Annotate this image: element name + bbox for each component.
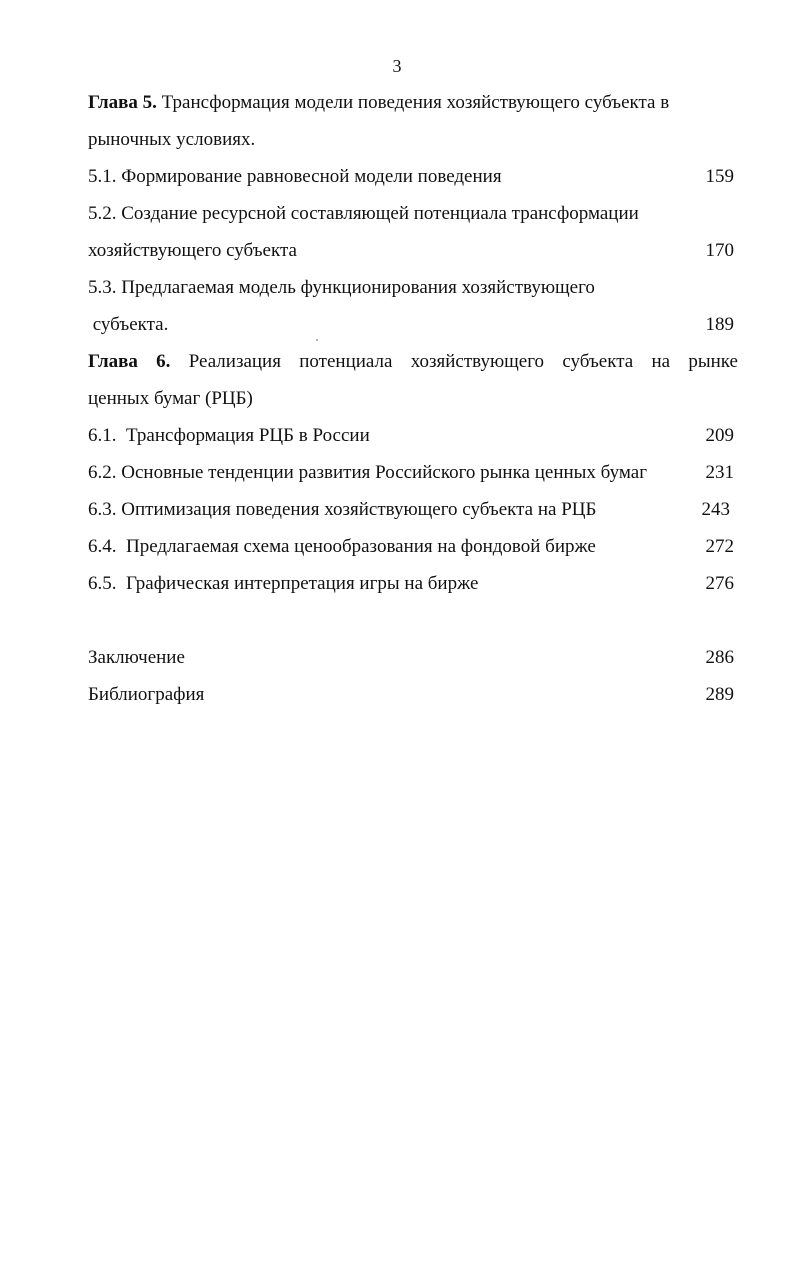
- toc-entry-text: 6.2. Основные тенденции развития Российского рынка ценных бумаг: [88, 462, 647, 483]
- table-of-contents: [88, 84, 738, 713]
- toc-entry-bibliography: [88, 676, 738, 713]
- toc-entry-text: Заключение: [88, 647, 185, 668]
- toc-entry-text: 6.3. Оптимизация поведения хозяйствующего субъекта на РЦБ: [88, 499, 597, 520]
- toc-entry-page: 189: [705, 314, 734, 335]
- toc-entry-5-3-line1: 5.3. Предлагаемая модель функционирования хозяйствующего: [88, 277, 595, 298]
- toc-entry-6-1: [88, 417, 738, 454]
- toc-entry-page: 170: [705, 240, 734, 261]
- chapter-6-heading: [88, 343, 738, 380]
- toc-entry-5-2-line1: 5.2. Создание ресурсной составляющей потенциала трансформации: [88, 203, 639, 224]
- toc-entry-5-3: [88, 306, 738, 343]
- toc-entry-page: 289: [705, 684, 734, 705]
- chapter-6-title: Реализация потенциала хозяйствующего субъекта на рынке: [170, 351, 738, 372]
- spacer: [88, 602, 738, 639]
- chapter-5-label: Глава 5.: [88, 92, 157, 113]
- toc-entry-6-3: [88, 491, 738, 528]
- toc-entry-text: 5.1. Формирование равновесной модели поведения: [88, 166, 502, 187]
- toc-entry-page: 231: [705, 462, 734, 483]
- toc-entry-page: 209: [705, 425, 734, 446]
- chapter-6-label: Глава 6.: [88, 351, 171, 372]
- toc-entry-page: 243: [701, 499, 730, 520]
- page-number: 3: [392, 56, 402, 76]
- chapter-5-title: Трансформация модели поведения хозяйствующего субъекта в: [156, 92, 670, 113]
- toc-entry-6-5: [88, 565, 738, 602]
- toc-entry-6-4: [88, 528, 738, 565]
- toc-entry-5-1: [88, 158, 738, 195]
- toc-entry-text: Библиография: [88, 684, 205, 705]
- toc-entry-conclusion: [88, 639, 738, 676]
- toc-entry-text: 6.1. Трансформация РЦБ в России: [88, 425, 370, 446]
- chapter-5-title-continued: рыночных условиях.: [88, 129, 256, 150]
- toc-entry-page: 286: [705, 647, 734, 668]
- toc-entry-page: 159: [705, 166, 734, 187]
- chapter-5-heading: [88, 84, 738, 121]
- toc-entry-6-2: [88, 454, 738, 491]
- toc-entry-text: 6.4. Предлагаемая схема ценообразования на фондовой бирже: [88, 536, 596, 557]
- toc-entry-text: 6.5. Графическая интерпретация игры на бирже: [88, 573, 479, 594]
- toc-entry-page: 272: [705, 536, 734, 557]
- toc-entry-5-2: [88, 232, 738, 269]
- toc-entry-text: субъекта.: [88, 314, 169, 335]
- chapter-6-title-continued: ценных бумаг (РЦБ): [88, 388, 253, 409]
- toc-entry-page: 276: [705, 573, 734, 594]
- toc-entry-text: хозяйствующего субъекта: [88, 240, 297, 261]
